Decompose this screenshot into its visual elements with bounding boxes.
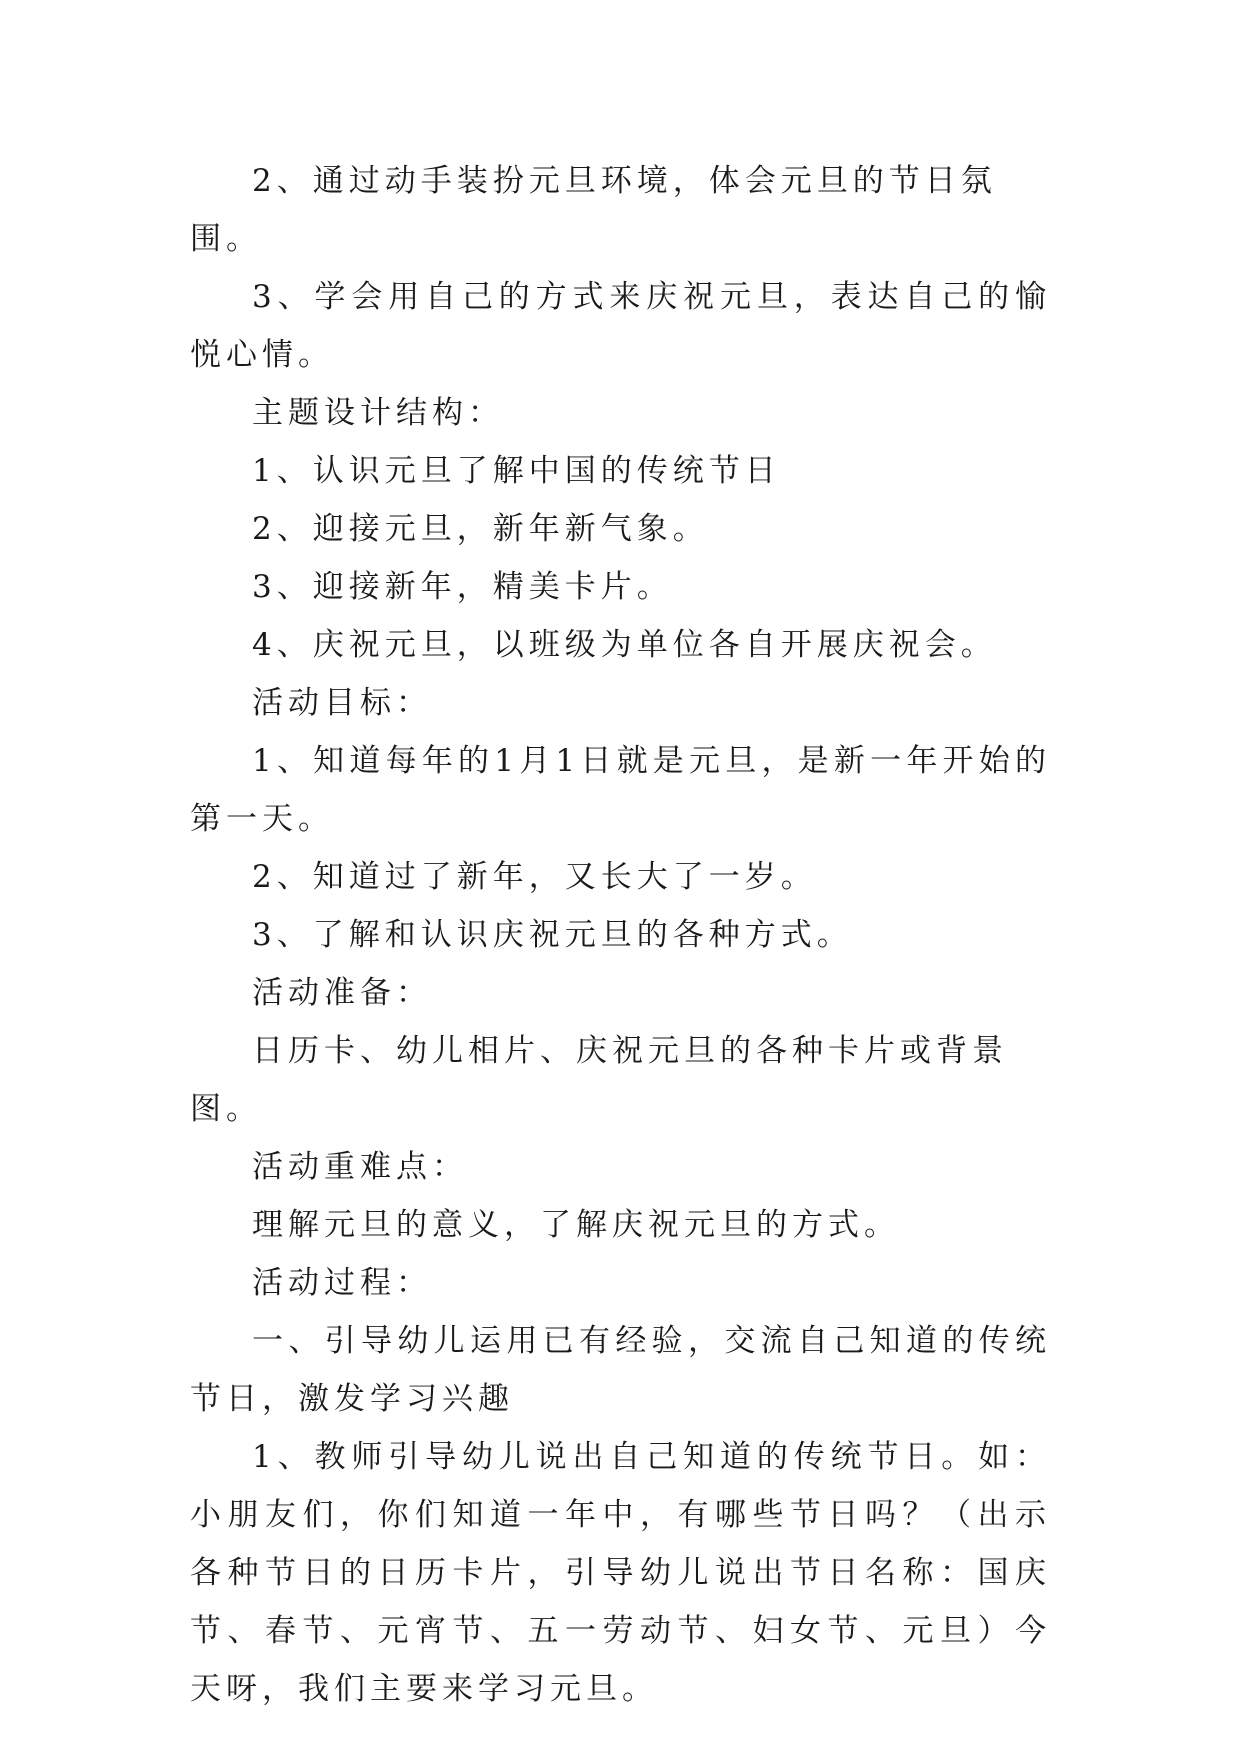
heading-key-points: 活动重难点： [252,1149,468,1185]
paragraph-goal-2: 2、通过动手装扮元旦环境，体会元旦的节日氛围。 [190,163,997,257]
paragraph-key-points: 理解元旦的意义，了解庆祝元旦的方式。 [252,1207,900,1243]
document-body [190,152,1051,1718]
paragraph-activity-goal-1: 1、知道每年的1月1日就是元旦，是新一年开始的第一天。 [190,743,1051,837]
paragraph-activity-goal-3: 3、了解和认识庆祝元旦的各种方式。 [252,917,853,953]
paragraph-structure-4: 4、庆祝元旦，以班级为单位各自开展庆祝会。 [252,627,997,663]
paragraph-structure-2: 2、迎接元旦，新年新气象。 [252,511,709,547]
paragraph-structure-1: 1、认识元旦了解中国的传统节日 [252,453,781,489]
paragraph-preparation: 日历卡、幼儿相片、庆祝元旦的各种卡片或背景图。 [190,1033,1008,1127]
paragraph-activity-goal-2: 2、知道过了新年，又长大了一岁。 [252,859,817,895]
heading-activity-goals: 活动目标： [252,685,432,721]
heading-theme-structure: 主题设计结构： [252,395,504,431]
paragraph-process-step-1: 一、引导幼儿运用已有经验，交流自己知道的传统节日，激发学习兴趣 [190,1323,1051,1417]
paragraph-structure-3: 3、迎接新年，精美卡片。 [252,569,673,605]
heading-activity-preparation: 活动准备： [252,975,432,1011]
paragraph-process-step-1-detail: 1、教师引导幼儿说出自己知道的传统节日。如：小朋友们，你们知道一年中，有哪些节日吗？（出示各种节日的日历卡片，引导幼儿说出节日名称：国庆节、春节、元宵节、五一劳动节、妇女节、元旦）今天呀，我们主要来学习元旦。 [190,1439,1051,1707]
heading-activity-process: 活动过程： [252,1265,432,1301]
paragraph-goal-3: 3、学会用自己的方式来庆祝元旦，表达自己的愉悦心情。 [190,279,1051,373]
